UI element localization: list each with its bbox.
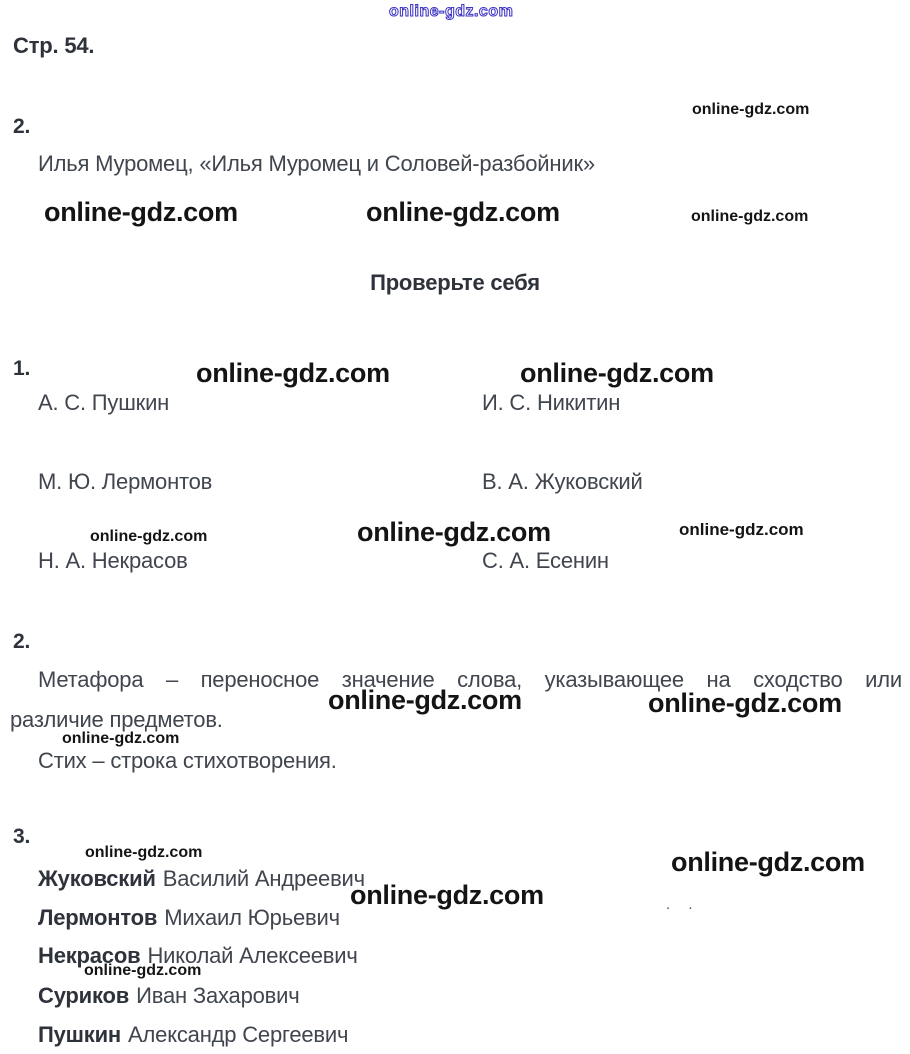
metaphor-definition-line2: различие предметов. [10,707,223,732]
watermark-task2-right: online-gdz.com [648,688,842,718]
author-surname: Суриков [38,983,130,1008]
task1-row3-right: С. А. Есенин [482,548,609,573]
task1-row3-left: Н. А. Некрасов [38,548,188,573]
metaphor-definition-line1: Метафора – переносное значение слова, указывающее на сходство или [38,667,902,692]
task-1-number: 1. [13,357,31,380]
watermark-top-right: online-gdz.com [692,101,810,118]
watermark-row3-right: online-gdz.com [679,520,804,539]
author-line-surikov [38,983,300,1009]
author-line-zhukovsky [38,866,365,892]
author-given-name: Михаил Юрьевич [164,905,340,930]
author-surname: Лермонтов [38,905,158,930]
watermark-task2-center: online-gdz.com [328,685,522,715]
watermark-row3-center: online-gdz.com [357,517,551,547]
task-3-number: 3. [13,825,31,848]
watermark-task3-right: online-gdz.com [671,847,865,877]
author-given-name: Василий Андреевич [162,866,365,891]
self-check-heading: Проверьте себя [370,270,540,295]
task1-row2-left: М. Ю. Лермонтов [38,469,213,494]
watermark-task2-left: online-gdz.com [62,730,180,747]
watermark-task3-top-left: online-gdz.com [85,844,203,861]
watermark-blue-outline: online-gdz.com [389,3,514,20]
watermark-row1-center: online-gdz.com [366,197,560,227]
author-surname: Пушкин [38,1022,122,1047]
author-line-nekrasov [38,943,358,969]
verse-definition: Стих – строка стихотворения. [38,748,337,773]
task1-row1-left: А. С. Пушкин [38,390,170,415]
author-line-lermontov [38,905,340,931]
author-line-pushkin [38,1022,348,1048]
exercise-2-top-number: 2. [13,115,31,138]
author-given-name: Александр Сергеевич [128,1022,349,1047]
author-given-name: Николай Алексеевич [147,943,358,968]
watermark-task3-center: online-gdz.com [350,880,544,910]
watermark-row3-left: online-gdz.com [90,528,208,545]
author-given-name: Иван Захарович [136,983,300,1008]
task-2-number: 2. [13,630,31,653]
task1-row2-right: В. А. Жуковский [482,469,643,494]
watermark-task1-left: online-gdz.com [196,358,390,388]
page-number-label: Стр. 54. [13,33,95,58]
task1-row1-right: И. С. Никитин [482,390,621,415]
watermark-row1-left: online-gdz.com [44,197,238,227]
stray-dots: . . [666,896,700,913]
exercise-2-top-answer: Илья Муромец, «Илья Муромец и Соловей-разбойник» [38,151,595,176]
watermark-row1-right: online-gdz.com [691,208,809,225]
author-surname: Некрасов [38,943,141,968]
watermark-task3-bottom-left: online-gdz.com [84,962,202,979]
author-surname: Жуковский [38,866,156,891]
watermark-task1-right: online-gdz.com [520,358,714,388]
